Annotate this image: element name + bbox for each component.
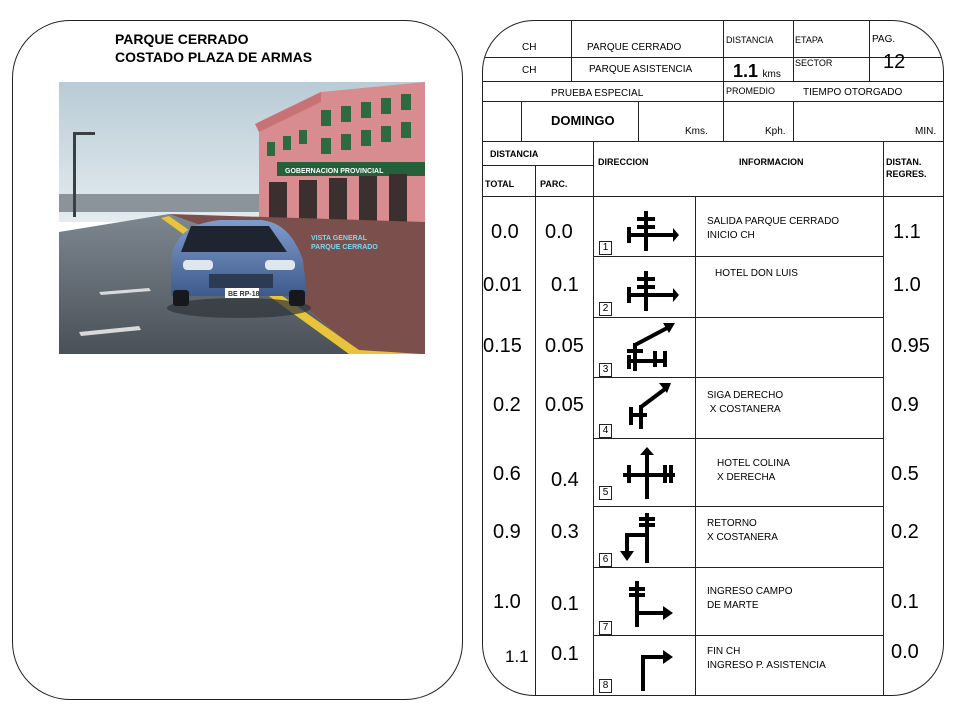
row-7-total: 1.0 <box>493 591 521 613</box>
body-vline <box>535 165 536 696</box>
photo-caption-line1: VISTA GENERAL <box>311 235 368 242</box>
col-direccion: DIRECCION <box>598 157 649 167</box>
prueba-label: PRUEBA ESPECIAL <box>551 88 644 99</box>
col-informacion: INFORMACION <box>739 157 804 167</box>
distancia-unit: kms <box>762 69 781 80</box>
row-6-info <box>707 517 778 545</box>
header-divider <box>483 196 944 197</box>
row-6-regres: 0.2 <box>891 521 919 543</box>
photo-caption-line2: PARQUE CERRADO <box>311 244 378 251</box>
row-6-parc: 0.3 <box>551 521 579 543</box>
row-8-info <box>707 645 826 673</box>
location-title <box>115 30 312 66</box>
row-5-info <box>717 457 790 485</box>
row-8-total: 1.1 <box>505 647 529 666</box>
row-divider <box>593 635 883 636</box>
row-2-info <box>715 267 798 281</box>
row-5-total: 0.6 <box>493 463 521 485</box>
prueba-value: DOMINGO <box>551 113 615 128</box>
tiempo-unit: MIN. <box>915 126 937 137</box>
header-vline <box>638 101 639 141</box>
location-title-line2: COSTADO PLAZA DE ARMAS <box>115 49 313 65</box>
row-7-info-line2: DE MARTE <box>707 600 759 611</box>
distancia-value: 1.1 <box>733 61 759 81</box>
row-4-info-line1: SIGA DERECHO <box>707 390 784 401</box>
header-vline <box>571 21 572 81</box>
col-distan-regres-1: DISTAN. <box>886 157 922 167</box>
row-7-regres: 0.1 <box>891 591 919 613</box>
row-5-regres: 0.5 <box>891 463 919 485</box>
row-6-info-line1: RETORNO <box>707 518 757 529</box>
row-2-info-line1: HOTEL DON LUIS <box>715 268 798 279</box>
row-8-parc: 0.1 <box>551 643 579 665</box>
row-6-number: 6 <box>599 553 612 567</box>
ch1-label: CH <box>522 42 537 53</box>
body-vline <box>883 141 884 696</box>
license-plate: BE RP-18 <box>228 291 260 298</box>
header-vline <box>723 21 724 141</box>
distancia-total <box>733 61 781 82</box>
ch1-description: PARQUE CERRADO <box>587 42 682 53</box>
row-3-number: 3 <box>599 363 612 377</box>
row-3-regres: 0.95 <box>891 335 930 357</box>
row-8-regres: 0.0 <box>891 641 919 663</box>
header-divider <box>483 141 944 142</box>
row-divider <box>593 438 883 439</box>
roadbook-panel <box>482 20 944 696</box>
row-5-number: 5 <box>599 486 612 500</box>
body-vline <box>695 196 696 696</box>
header-divider <box>483 165 593 166</box>
row-5-info-line2: X DERECHA <box>717 472 776 483</box>
row-2-total: 0.01 <box>483 274 522 296</box>
header-vline <box>793 101 794 141</box>
row-3-parc: 0.05 <box>545 335 584 357</box>
row-1-number: 1 <box>599 241 612 255</box>
col-distan-regres-2: REGRES. <box>886 169 927 179</box>
row-1-info-line1: SALIDA PARQUE CERRADO <box>707 216 840 227</box>
row-6-total: 0.9 <box>493 521 521 543</box>
header-vline <box>793 21 794 81</box>
ch2-label: CH <box>522 65 537 76</box>
header-divider <box>483 101 944 102</box>
header-vline <box>869 21 870 81</box>
straight-crossroads-icon <box>619 445 679 501</box>
row-2-regres: 1.0 <box>893 274 921 296</box>
sector-label: SECTOR <box>795 58 833 68</box>
building-sign: GOBERNACION PROVINCIAL <box>285 168 384 175</box>
u-turn-left-icon <box>617 509 677 565</box>
body-vline <box>593 141 594 696</box>
row-1-total: 0.0 <box>491 221 519 243</box>
location-title-line1: PARQUE CERRADO <box>115 31 249 47</box>
row-divider <box>593 256 883 257</box>
header-divider <box>483 57 944 58</box>
turn-right-icon <box>623 577 679 633</box>
row-8-info-line1: FIN CH <box>707 646 741 657</box>
parque-cerrado-photo <box>59 82 425 354</box>
row-1-info-line2: INICIO CH <box>707 230 755 241</box>
promedio-label: PROMEDIO <box>726 86 776 96</box>
row-3-total: 0.15 <box>483 335 522 357</box>
row-2-number: 2 <box>599 302 612 316</box>
row-4-info-line2: X COSTANERA <box>707 404 781 415</box>
promedio-unit: Kph. <box>765 126 786 137</box>
col-parc: PARC. <box>540 179 568 189</box>
row-4-total: 0.2 <box>493 394 521 416</box>
header-vline <box>521 101 522 141</box>
row-divider <box>593 377 883 378</box>
row-7-info <box>707 585 793 613</box>
header-divider <box>483 81 944 82</box>
row-1-info <box>707 215 839 243</box>
page-label: PAG. <box>872 34 896 45</box>
row-divider <box>593 506 883 507</box>
row-divider <box>593 317 883 318</box>
junction-left-icon <box>619 207 679 253</box>
row-8-info-line2: INGRESO P. ASISTENCIA <box>707 660 826 671</box>
row-8-number: 8 <box>599 679 612 693</box>
row-4-regres: 0.9 <box>891 394 919 416</box>
row-5-parc: 0.4 <box>551 469 579 491</box>
row-5-info-line1: HOTEL COLINA <box>717 458 790 469</box>
page-number: 12 <box>883 51 906 73</box>
distancia-label: DISTANCIA <box>726 35 774 45</box>
multi-junction-right-icon <box>617 321 679 373</box>
row-divider <box>593 567 883 568</box>
row-2-parc: 0.1 <box>551 274 579 296</box>
etapa-label: ETAPA <box>795 35 824 45</box>
row-1-parc: 0.0 <box>545 221 573 243</box>
row-1-regres: 1.1 <box>893 221 921 243</box>
prueba-unit: Kms. <box>685 126 708 137</box>
tiempo-label: TIEMPO OTORGADO <box>803 87 903 98</box>
col-distancia: DISTANCIA <box>490 149 539 159</box>
junction-left-icon <box>619 267 679 313</box>
row-4-number: 4 <box>599 424 612 438</box>
row-4-parc: 0.05 <box>545 394 584 416</box>
col-total: TOTAL <box>485 179 515 189</box>
row-4-info <box>707 389 783 417</box>
row-6-info-line2: X COSTANERA <box>707 532 778 543</box>
row-7-info-line1: INGRESO CAMPO <box>707 586 793 597</box>
ch2-description: PARQUE ASISTENCIA <box>589 64 693 75</box>
bear-right-icon <box>623 379 679 431</box>
row-7-number: 7 <box>599 621 612 635</box>
row-7-parc: 0.1 <box>551 593 579 615</box>
finish-right-icon <box>629 647 679 691</box>
